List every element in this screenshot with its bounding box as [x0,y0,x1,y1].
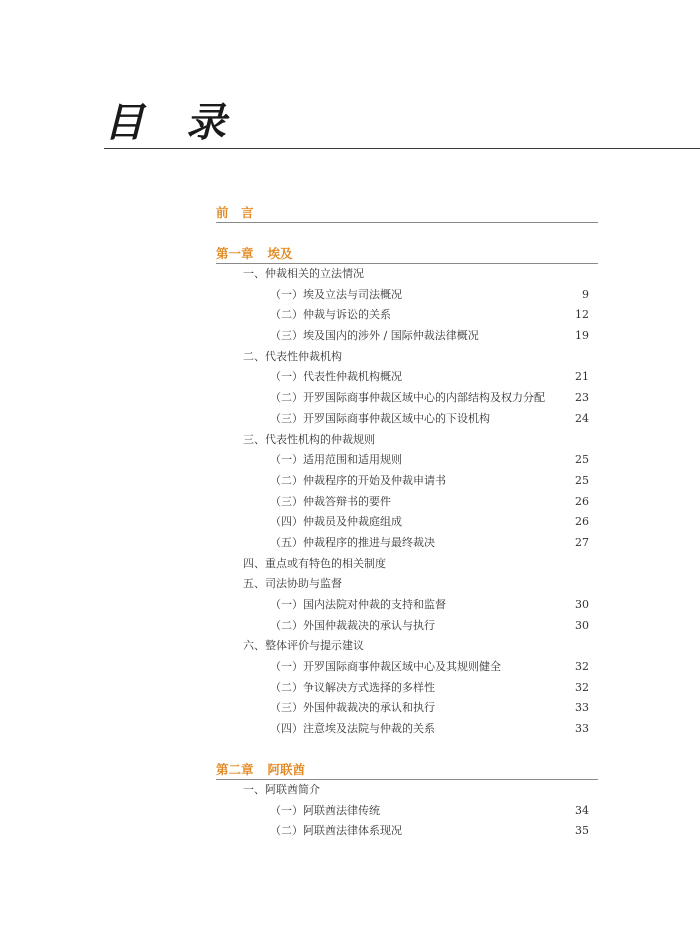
toc-section-title: 五、司法协助与监督 [243,577,342,591]
toc-subsection-entry[interactable] [216,367,598,388]
toc-subsection-entry[interactable] [216,305,598,326]
toc-preface-heading[interactable] [216,205,598,223]
toc-section-title: 六、整体评价与提示建议 [243,639,364,653]
page-title: 目 录 [104,100,240,146]
toc-spacer [216,223,598,246]
toc-page-number: 35 [575,824,589,838]
toc-subsection-entry[interactable] [216,801,598,822]
toc-section-entry[interactable] [216,347,598,368]
toc-subsection-entry[interactable] [216,512,598,533]
toc-section-entry[interactable] [216,636,598,657]
toc-page-number: 30 [575,598,589,611]
toc-page-number: 25 [575,473,589,487]
toc-subsection-entry[interactable] [216,388,598,409]
toc-subsection-entry[interactable] [216,616,598,637]
toc-subsection-entry[interactable] [216,821,598,842]
toc-entry-title: （一）适用范围和适用规则 [270,453,402,467]
toc-section-entry[interactable] [216,574,598,595]
toc-page-number: 24 [575,411,589,425]
toc-subsection-entry[interactable] [216,326,598,347]
toc-entry-title: （二）开罗国际商事仲裁区域中心的内部结构及权力分配 [270,391,545,405]
chapter-number: 第一章 [216,246,254,261]
toc-entry-title: （一）代表性仲裁机构概况 [270,370,402,384]
toc-page-number: 33 [575,722,589,736]
toc-subsection-entry[interactable] [216,719,598,740]
toc-page-number: 30 [575,618,589,632]
toc-section-entry[interactable] [216,780,598,801]
toc-entry-title: （一）国内法院对仲裁的支持和监督 [270,598,446,611]
toc-entry-title: （二）仲裁与诉讼的关系 [270,308,391,322]
toc-page-number: 23 [575,391,589,405]
chapter-number: 第二章 [216,761,254,777]
chapter-name: 埃及 [267,246,293,261]
toc-page-number: 34 [575,803,589,817]
toc-section-title: 一、阿联酋简介 [243,782,320,796]
table-of-contents [216,205,598,842]
toc-chapter-heading[interactable] [216,246,598,264]
toc-section-title: 二、代表性仲裁机构 [243,349,342,363]
toc-page-number: 32 [575,660,589,674]
toc-entry-title: （三）埃及国内的涉外 / 国际仲裁法律概况 [270,329,479,343]
toc-subsection-entry[interactable] [216,492,598,513]
toc-page-number: 26 [575,515,589,529]
toc-page-number: 25 [575,453,589,467]
toc-page-number: 21 [575,370,589,384]
toc-section-entry[interactable] [216,430,598,451]
toc-spacer [216,740,598,762]
toc-section-title: 一、仲裁相关的立法情况 [243,267,364,280]
toc-page-number: 19 [575,329,589,343]
toc-entry-title: （三）开罗国际商事仲裁区域中心的下设机构 [270,411,490,425]
toc-subsection-entry[interactable] [216,285,598,306]
toc-page-number: 33 [575,701,589,715]
toc-entry-title: （四）注意埃及法院与仲裁的关系 [270,722,435,736]
toc-subsection-entry[interactable] [216,409,598,430]
toc-entry-title: （二）阿联酋法律体系现况 [270,824,402,838]
toc-chapter-heading[interactable] [216,762,598,780]
toc-entry-title: （三）外国仲裁裁决的承认和执行 [270,701,435,715]
toc-subsection-entry[interactable] [216,533,598,554]
toc-section-title: 四、重点或有特色的相关制度 [243,556,386,570]
toc-entry-title: （四）仲裁员及仲裁庭组成 [270,515,402,529]
toc-section-entry[interactable] [216,554,598,575]
toc-subsection-entry[interactable] [216,595,598,616]
toc-entry-title: （二）仲裁程序的开始及仲裁申请书 [270,473,446,487]
toc-page-number: 32 [575,680,589,694]
chapter-name: 阿联酋 [267,761,306,777]
title-divider [104,148,700,149]
toc-subsection-entry[interactable] [216,657,598,678]
toc-page-number: 26 [575,494,589,508]
toc-page-number: 12 [575,308,589,322]
toc-subsection-entry[interactable] [216,471,598,492]
toc-subsection-entry[interactable] [216,450,598,471]
toc-section-entry[interactable] [216,264,598,285]
toc-entry-title: （二）争议解决方式选择的多样性 [270,680,435,694]
toc-subsection-entry[interactable] [216,678,598,699]
toc-subsection-entry[interactable] [216,698,598,719]
toc-preface-label: 前 言 [216,205,254,220]
toc-page-number: 27 [575,535,589,549]
toc-entry-title: （二）外国仲裁裁决的承认与执行 [270,618,435,632]
toc-entry-title: （一）开罗国际商事仲裁区域中心及其规则健全 [270,660,501,674]
toc-page-number: 9 [582,287,589,301]
toc-entry-title: （五）仲裁程序的推进与最终裁决 [270,535,435,549]
toc-entry-title: （一）埃及立法与司法概况 [270,287,402,301]
toc-entry-title: （一）阿联酋法律传统 [270,803,380,817]
toc-section-title: 三、代表性机构的仲裁规则 [243,432,375,446]
toc-entry-title: （三）仲裁答辩书的要件 [270,494,391,508]
